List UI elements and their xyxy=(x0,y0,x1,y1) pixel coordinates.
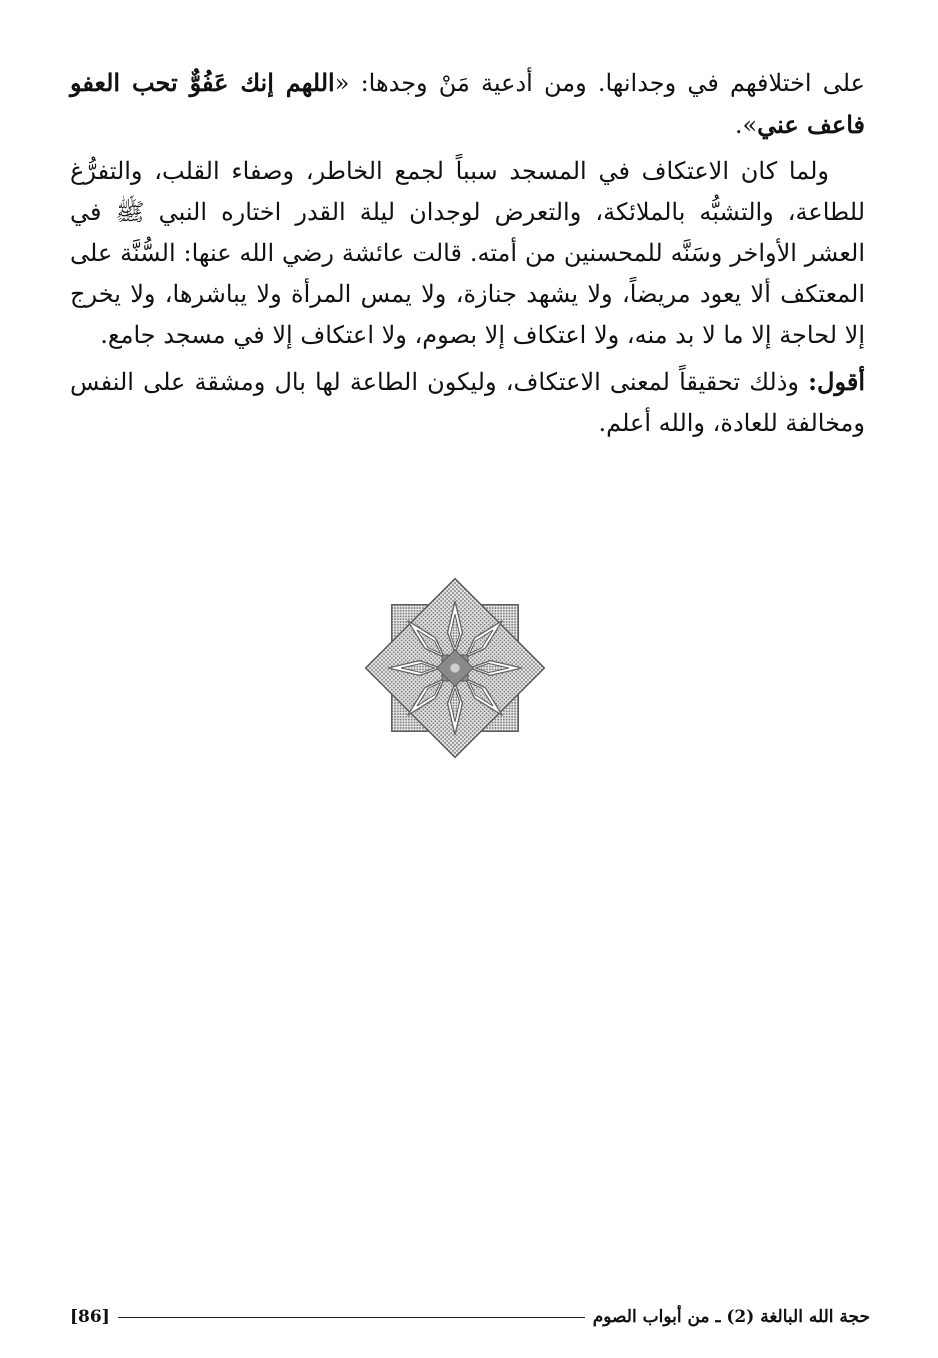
paragraph-2: ولما كان الاعتكاف في المسجد سبباً لجمع الخاطر، وصفاء القلب، والتفرُّغ للطاعة، والتشبُّه بالملائكة، والتعرض لوجدان ليلة القدر اختاره النبي ﷺ في العشر الأواخر وسَنَّه للمحسنين من أمته. قالت عائشة رضي الله عنها: السُّنَّة على المعتكف ألا يعود مريضاً، ولا يشهد جنازة، ولا يمس المرأة ولا يباشرها، ولا يخرج إلا لحاجة إلا ما لا بد منه، ولا اعتكاف إلا بصوم، ولا اعتكاف إلا في مسجد جامع. xyxy=(70,157,866,349)
paragraph-1 xyxy=(70,62,865,146)
running-title: حجة الله البالغة (2) ـ من أبواب الصوم xyxy=(592,1307,870,1327)
body-text xyxy=(70,62,865,449)
footer-rule xyxy=(118,1317,585,1318)
aqul-label: أقول: xyxy=(808,367,865,396)
paragraph-3 xyxy=(70,361,865,444)
page-number: [86] xyxy=(70,1307,110,1327)
paragraph-1-text: على اختلافهم في وجدانها. ومن أدعية مَنْ وجدها: « xyxy=(334,69,865,97)
paragraph-3-text: وذلك تحقيقاً لمعنى الاعتكاف، وليكون الطاعة لها بال ومشقة على النفس ومخالفة للعادة، والله أعلم. xyxy=(70,368,865,437)
quote-close: ». xyxy=(734,111,758,139)
dua-quote: اللهم إنك عَفُوٌّ تحب العفو فاعف عني xyxy=(70,68,865,139)
eight-point-star-ornament-icon xyxy=(362,575,548,761)
page-footer xyxy=(70,1302,870,1332)
